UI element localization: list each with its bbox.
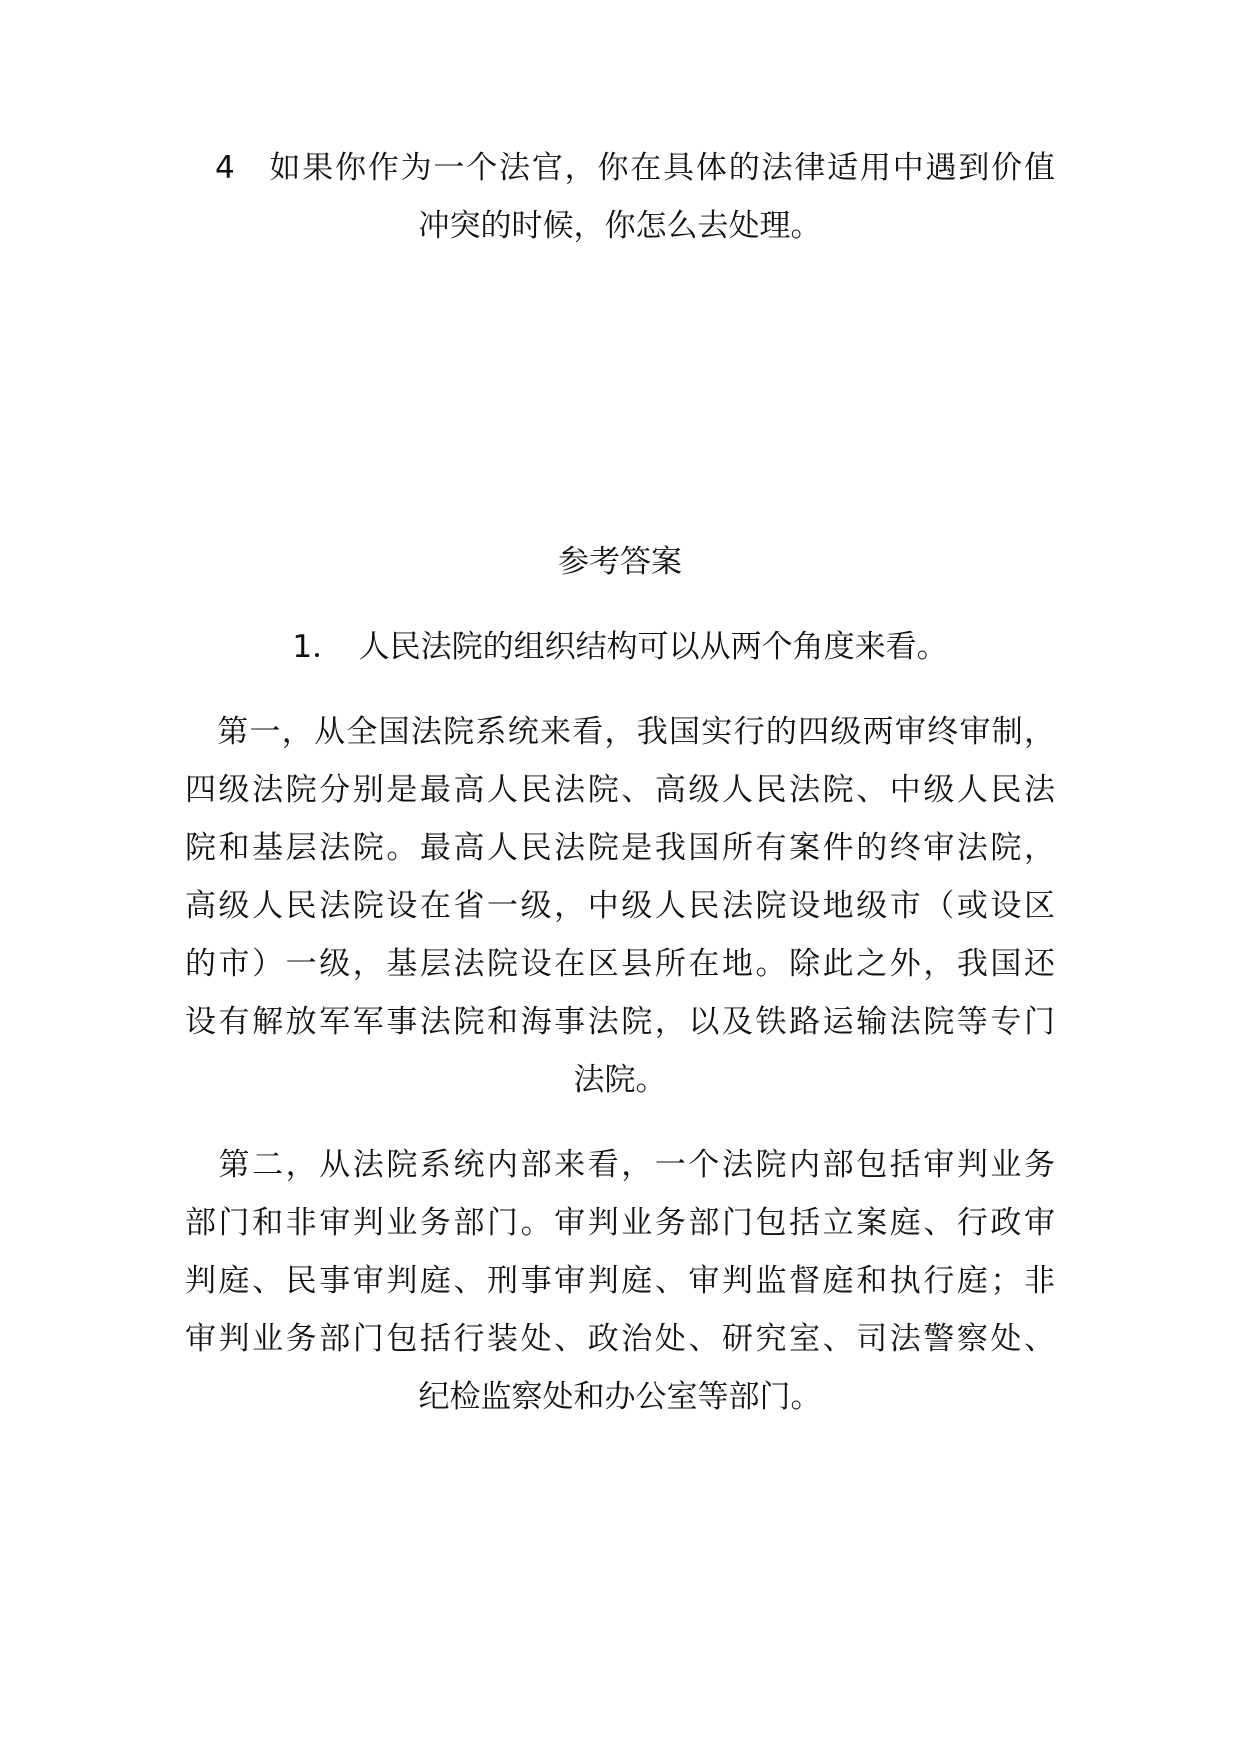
question-line-2: 冲突的时候，你怎么去处理。 [418,208,822,244]
para2-line-2: 部门和非审判业务部门。审判业务部门包括立案庭、行政审 [185,1205,1055,1241]
para2-line-3: 判庭、民事审判庭、刑事审判庭、审判监督庭和执行庭；非 [185,1263,1055,1299]
para2-line-5: 纪检监察处和办公室等部门。 [418,1379,822,1415]
answer-item-1-title: 1． 人民法院的组织结构可以从两个角度来看。 [292,629,948,665]
para1-line-1: 第一，从全国法院系统来看，我国实行的四级两审终审制， [185,714,1055,750]
para1-line-2: 四级法院分别是最高人民法院、高级人民法院、中级人民法 [185,772,1055,808]
para1-line-4: 高级人民法院设在省一级，中级人民法院设地级市（或设区 [185,888,1055,924]
para1-line-5: 的市）一级，基层法院设在区县所在地。除此之外，我国还 [185,946,1055,982]
para2-line-4: 审判业务部门包括行装处、政治处、研究室、司法警察处、 [185,1321,1055,1357]
para1-line-3: 院和基层法院。最高人民法院是我国所有案件的终审法院， [185,830,1055,866]
para1-line-7: 法院。 [573,1062,667,1098]
question-line-1: 4 如果你作为一个法官，你在具体的法律适用中遇到价值 [215,150,1055,186]
answer-heading: 参考答案 [558,544,682,580]
para2-line-1: 第二，从法院系统内部来看，一个法院内部包括审判业务 [185,1147,1055,1183]
para1-line-6: 设有解放军军事法院和海事法院，以及铁路运输法院等专门 [185,1004,1055,1040]
